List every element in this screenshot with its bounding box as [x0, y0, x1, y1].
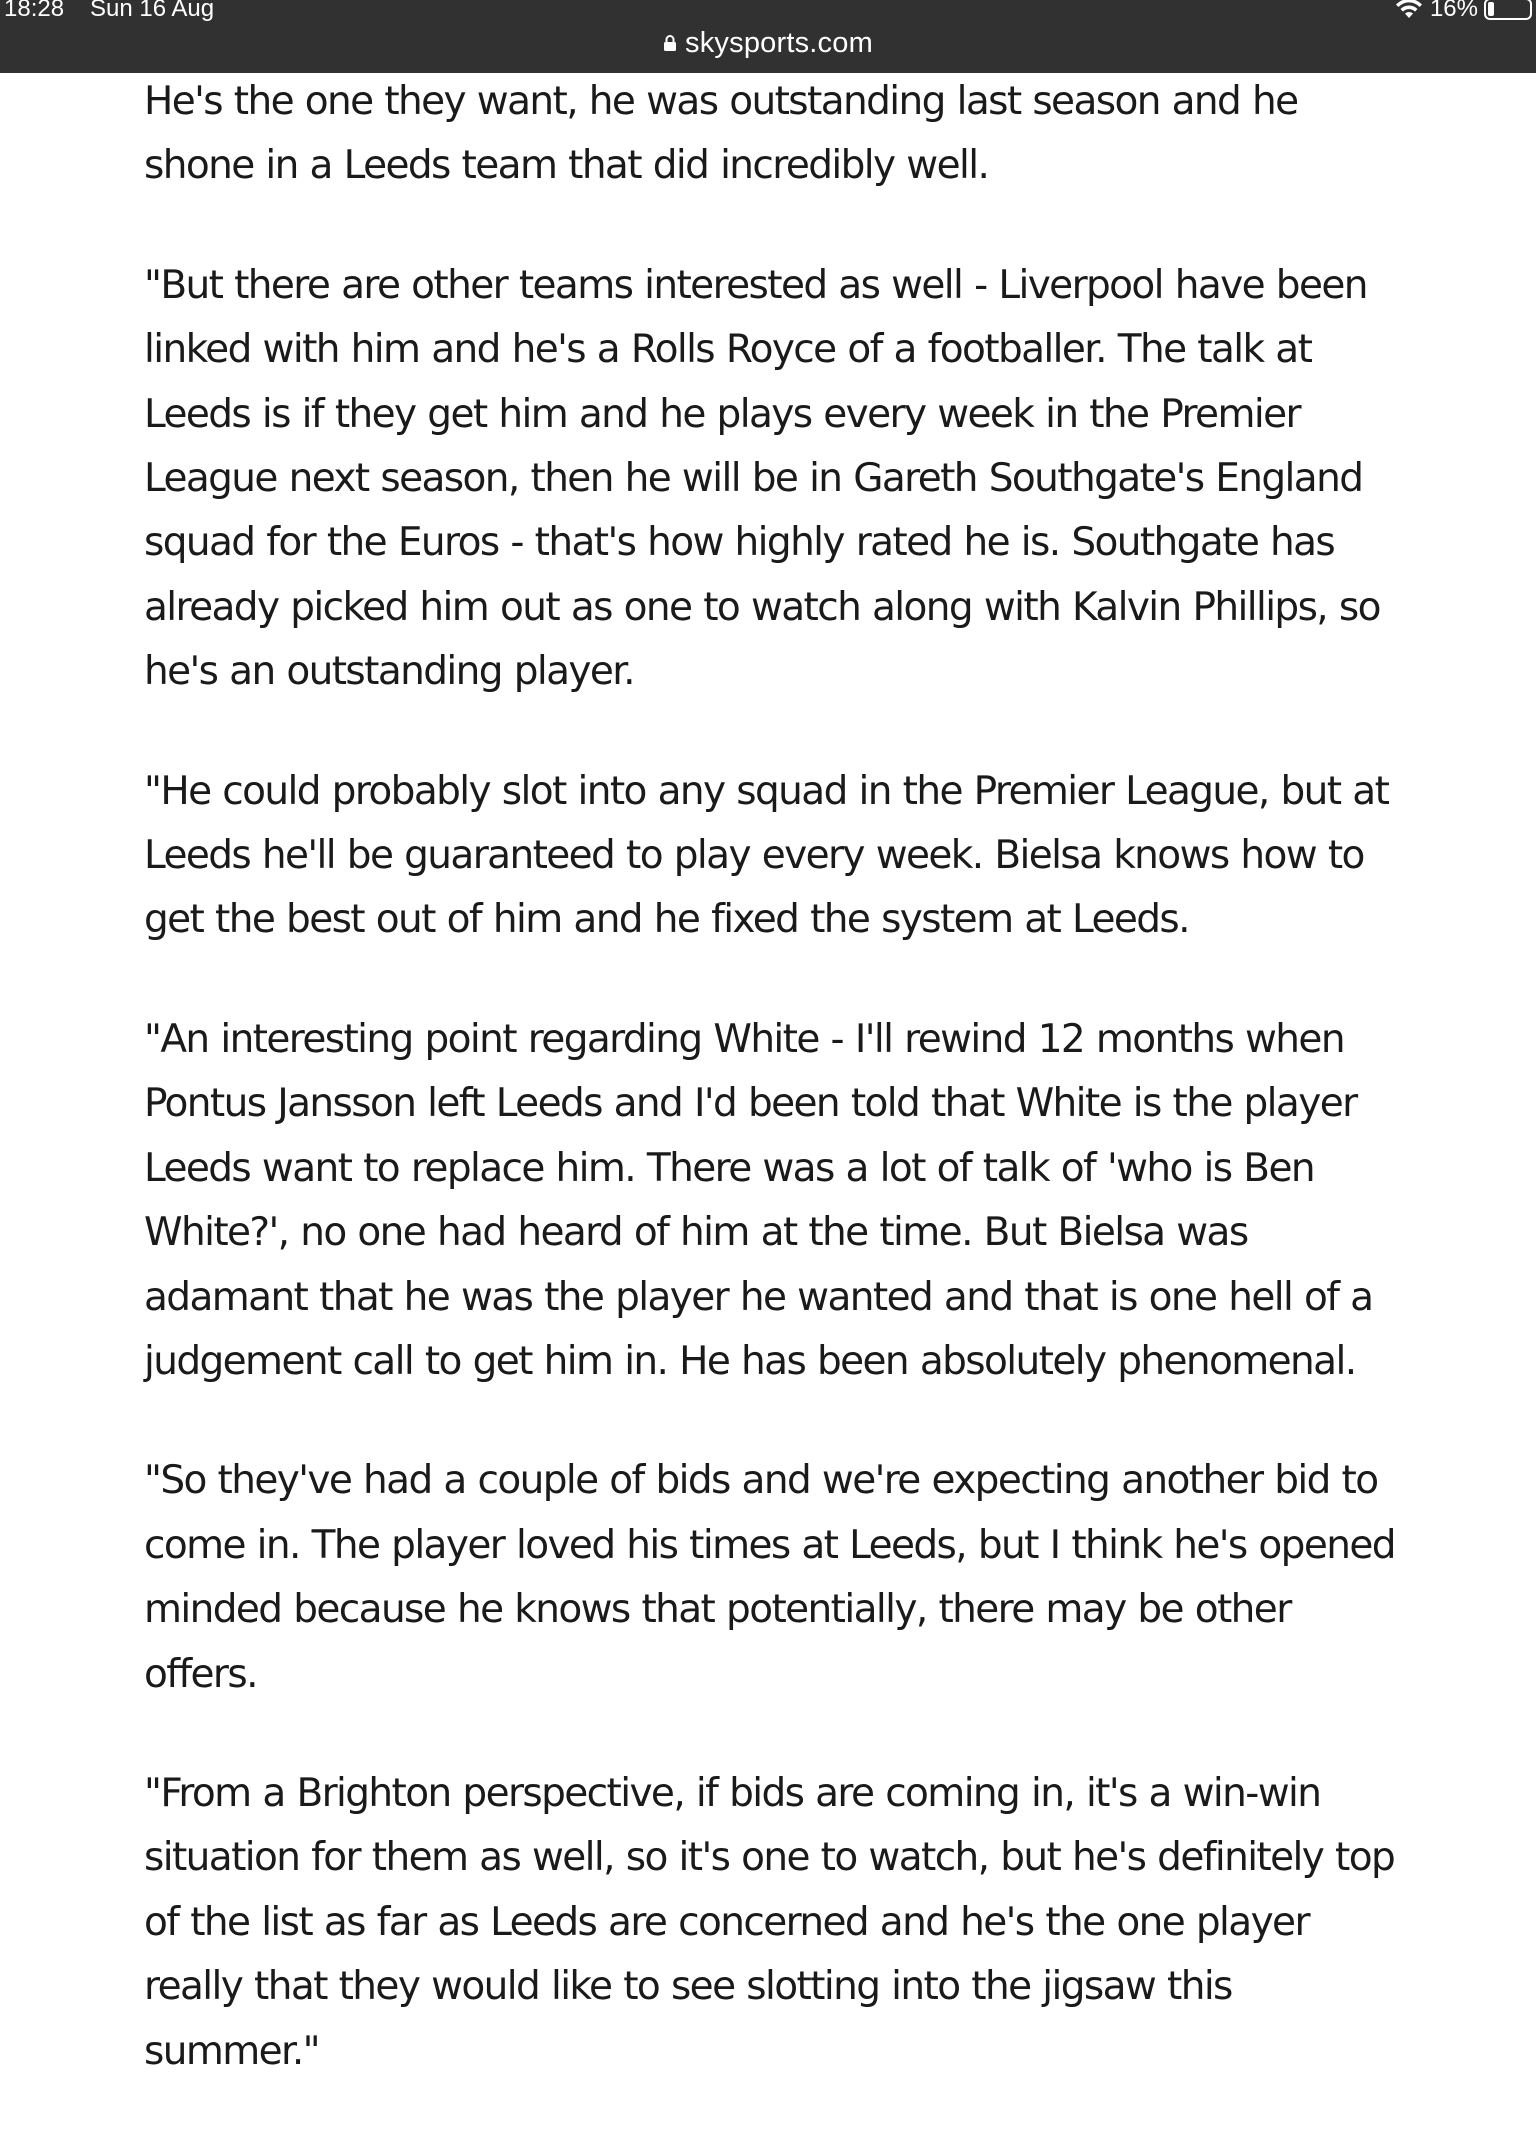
- address-bar[interactable]: [0, 24, 1536, 62]
- lock-icon: [663, 34, 677, 52]
- url-text[interactable]: skysports.com: [685, 26, 873, 59]
- article-paragraph: "So they've had a couple of bids and we're expecting another bid to come in. The player loved his times at Leeds, but I think he's opened minded because he knows that potentially, there may be other offers.: [144, 1458, 1395, 1697]
- battery-level: [1488, 2, 1494, 16]
- article-paragraph: "From a Brighton perspective, if bids are coming in, it's a win-win situation for them as well, so it's one to watch, but he's definitely top of the list as far as Leeds are concerned and he's the one player really that they would like to see slotting into the jigsaw this summer.": [144, 1770, 1395, 2074]
- battery-percentage: 16%: [1429, 0, 1478, 22]
- article-body: [144, 70, 1404, 2139]
- article-paragraph: "But there are other teams interested as well - Liverpool have been linked with him and he's a Rolls Royce of a footballer. The talk at Leeds is if they get him and he plays every week in the Premier League next season, then he will be in Gareth Southgate's England squad for the Euros - that's how highly rated he is. Southgate has already picked him out as one to watch along with Kalvin Phillips, so he's an outstanding player.: [144, 262, 1380, 695]
- browser-top-bar: [0, 0, 1536, 73]
- article-paragraph: He's the one they want, he was outstanding last season and he shone in a Leeds team that did incredibly well.: [144, 79, 1298, 189]
- status-indicators: [1394, 0, 1536, 24]
- article-paragraph: "He could probably slot into any squad in the Premier League, but at Leeds he'll be guaranteed to play every week. Bielsa knows how to get the best out of him and he fixed the system at Leeds.: [144, 768, 1389, 943]
- status-time: 18:28: [4, 0, 65, 22]
- battery-icon: [1484, 0, 1532, 20]
- wifi-icon: [1394, 0, 1424, 20]
- status-date: Sun 16 Aug: [90, 0, 215, 22]
- article-paragraph: "An interesting point regarding White - I'll rewind 12 months when Pontus Jansson left Leeds and I'd been told that White is the player Leeds want to replace him. There was a lot of talk of 'who is Ben White?', no one had heard of him at the time. But Bielsa was adamant that he was the player he wanted and that is one hell of a judgement call to get him in. He has been absolutely phenomenal.: [144, 1016, 1373, 1384]
